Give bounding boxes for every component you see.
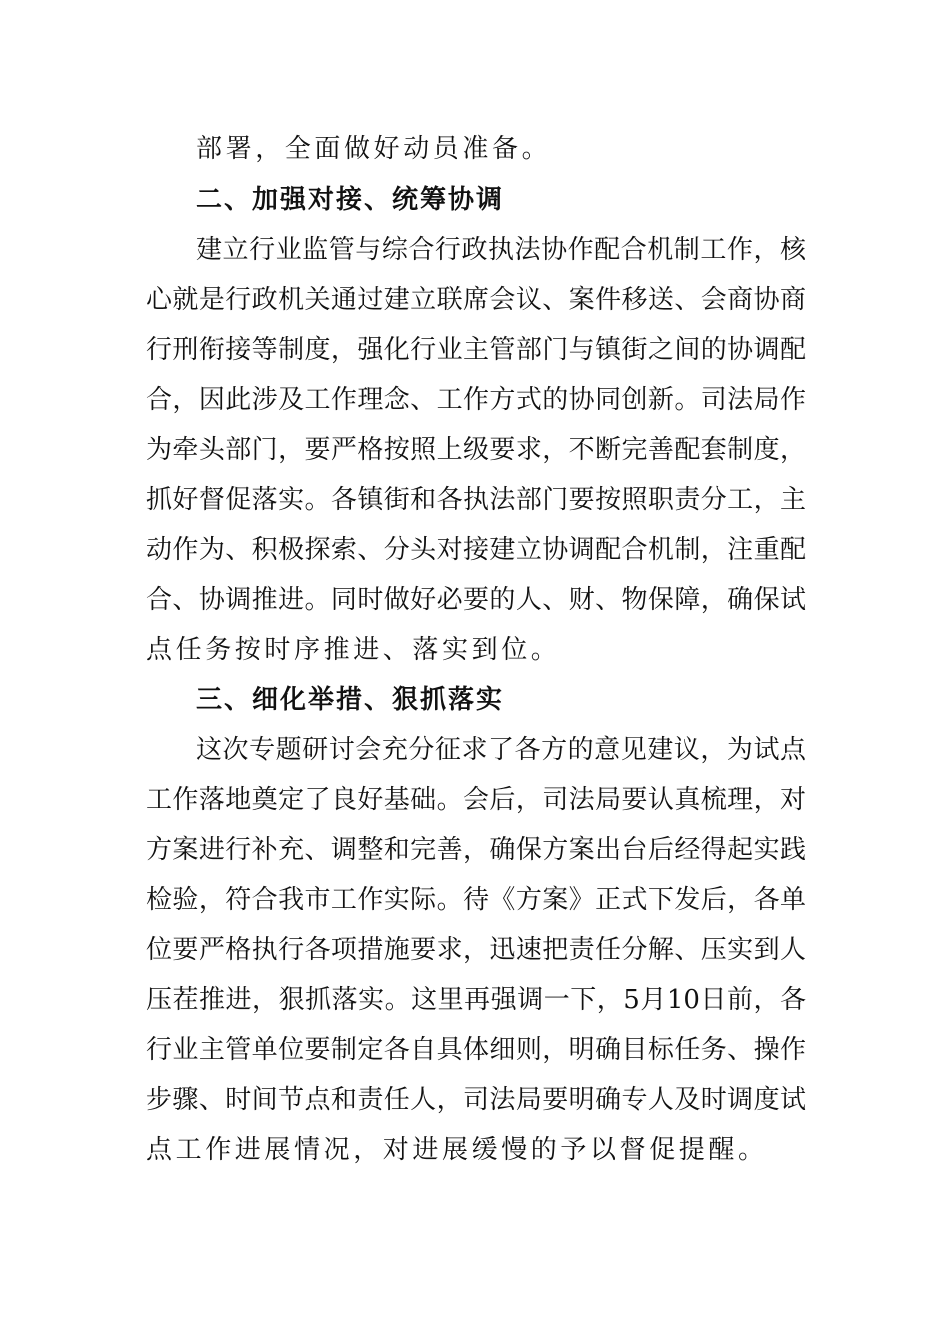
text-line: 合、协调推进。同时做好必要的人、财、物保障，确保试 [146,585,806,615]
text-line: 心就是行政机关通过建立联席会议、案件移送、会商协商 [146,285,806,315]
text-line: 抓好督促落实。各镇街和各执法部门要按照职责分工，主 [146,485,806,515]
text-line: 为牵头部门，要严格按照上级要求，不断完善配套制度， [146,435,806,465]
text-line: 方案进行补充、调整和完善，确保方案出台后经得起实践 [146,835,806,865]
text-line: 动作为、积极探索、分头对接建立协调配合机制，注重配 [146,535,806,565]
text-line: 工作落地奠定了良好基础。会后，司法局要认真梳理，对 [146,785,806,815]
text-line: 点工作进展情况，对进展缓慢的予以督促提醒。 [146,1135,768,1165]
text-line: 合，因此涉及工作理念、工作方式的协同创新。司法局作 [146,385,806,415]
text-line: 位要严格执行各项措施要求，迅速把责任分解、压实到人 [146,935,806,965]
text-line: 这次专题研讨会充分征求了各方的意见建议，为试点 [196,735,806,765]
text-line: 行刑衔接等制度，强化行业主管部门与镇街之间的协调配 [146,335,806,365]
text-line: 建立行业监管与综合行政执法协作配合机制工作，核 [196,235,806,265]
text-line: 检验，符合我市工作实际。待《方案》正式下发后，各单 [146,885,806,915]
text-line: 步骤、时间节点和责任人，司法局要明确专人及时调度试 [146,1085,806,1115]
text-line: 行业主管单位要制定各自具体细则，明确目标任务、操作 [146,1035,806,1065]
text-line: 部署，全面做好动员准备。 [196,134,552,164]
text-line: 压茬推进，狠抓落实。这里再强调一下，5月10日前，各 [146,985,806,1015]
text-line: 点任务按时序推进、落实到位。 [146,635,561,665]
section-heading-3: 三、细化举措、狠抓落实 [196,685,505,715]
section-heading-2: 二、加强对接、统筹协调 [196,185,505,215]
